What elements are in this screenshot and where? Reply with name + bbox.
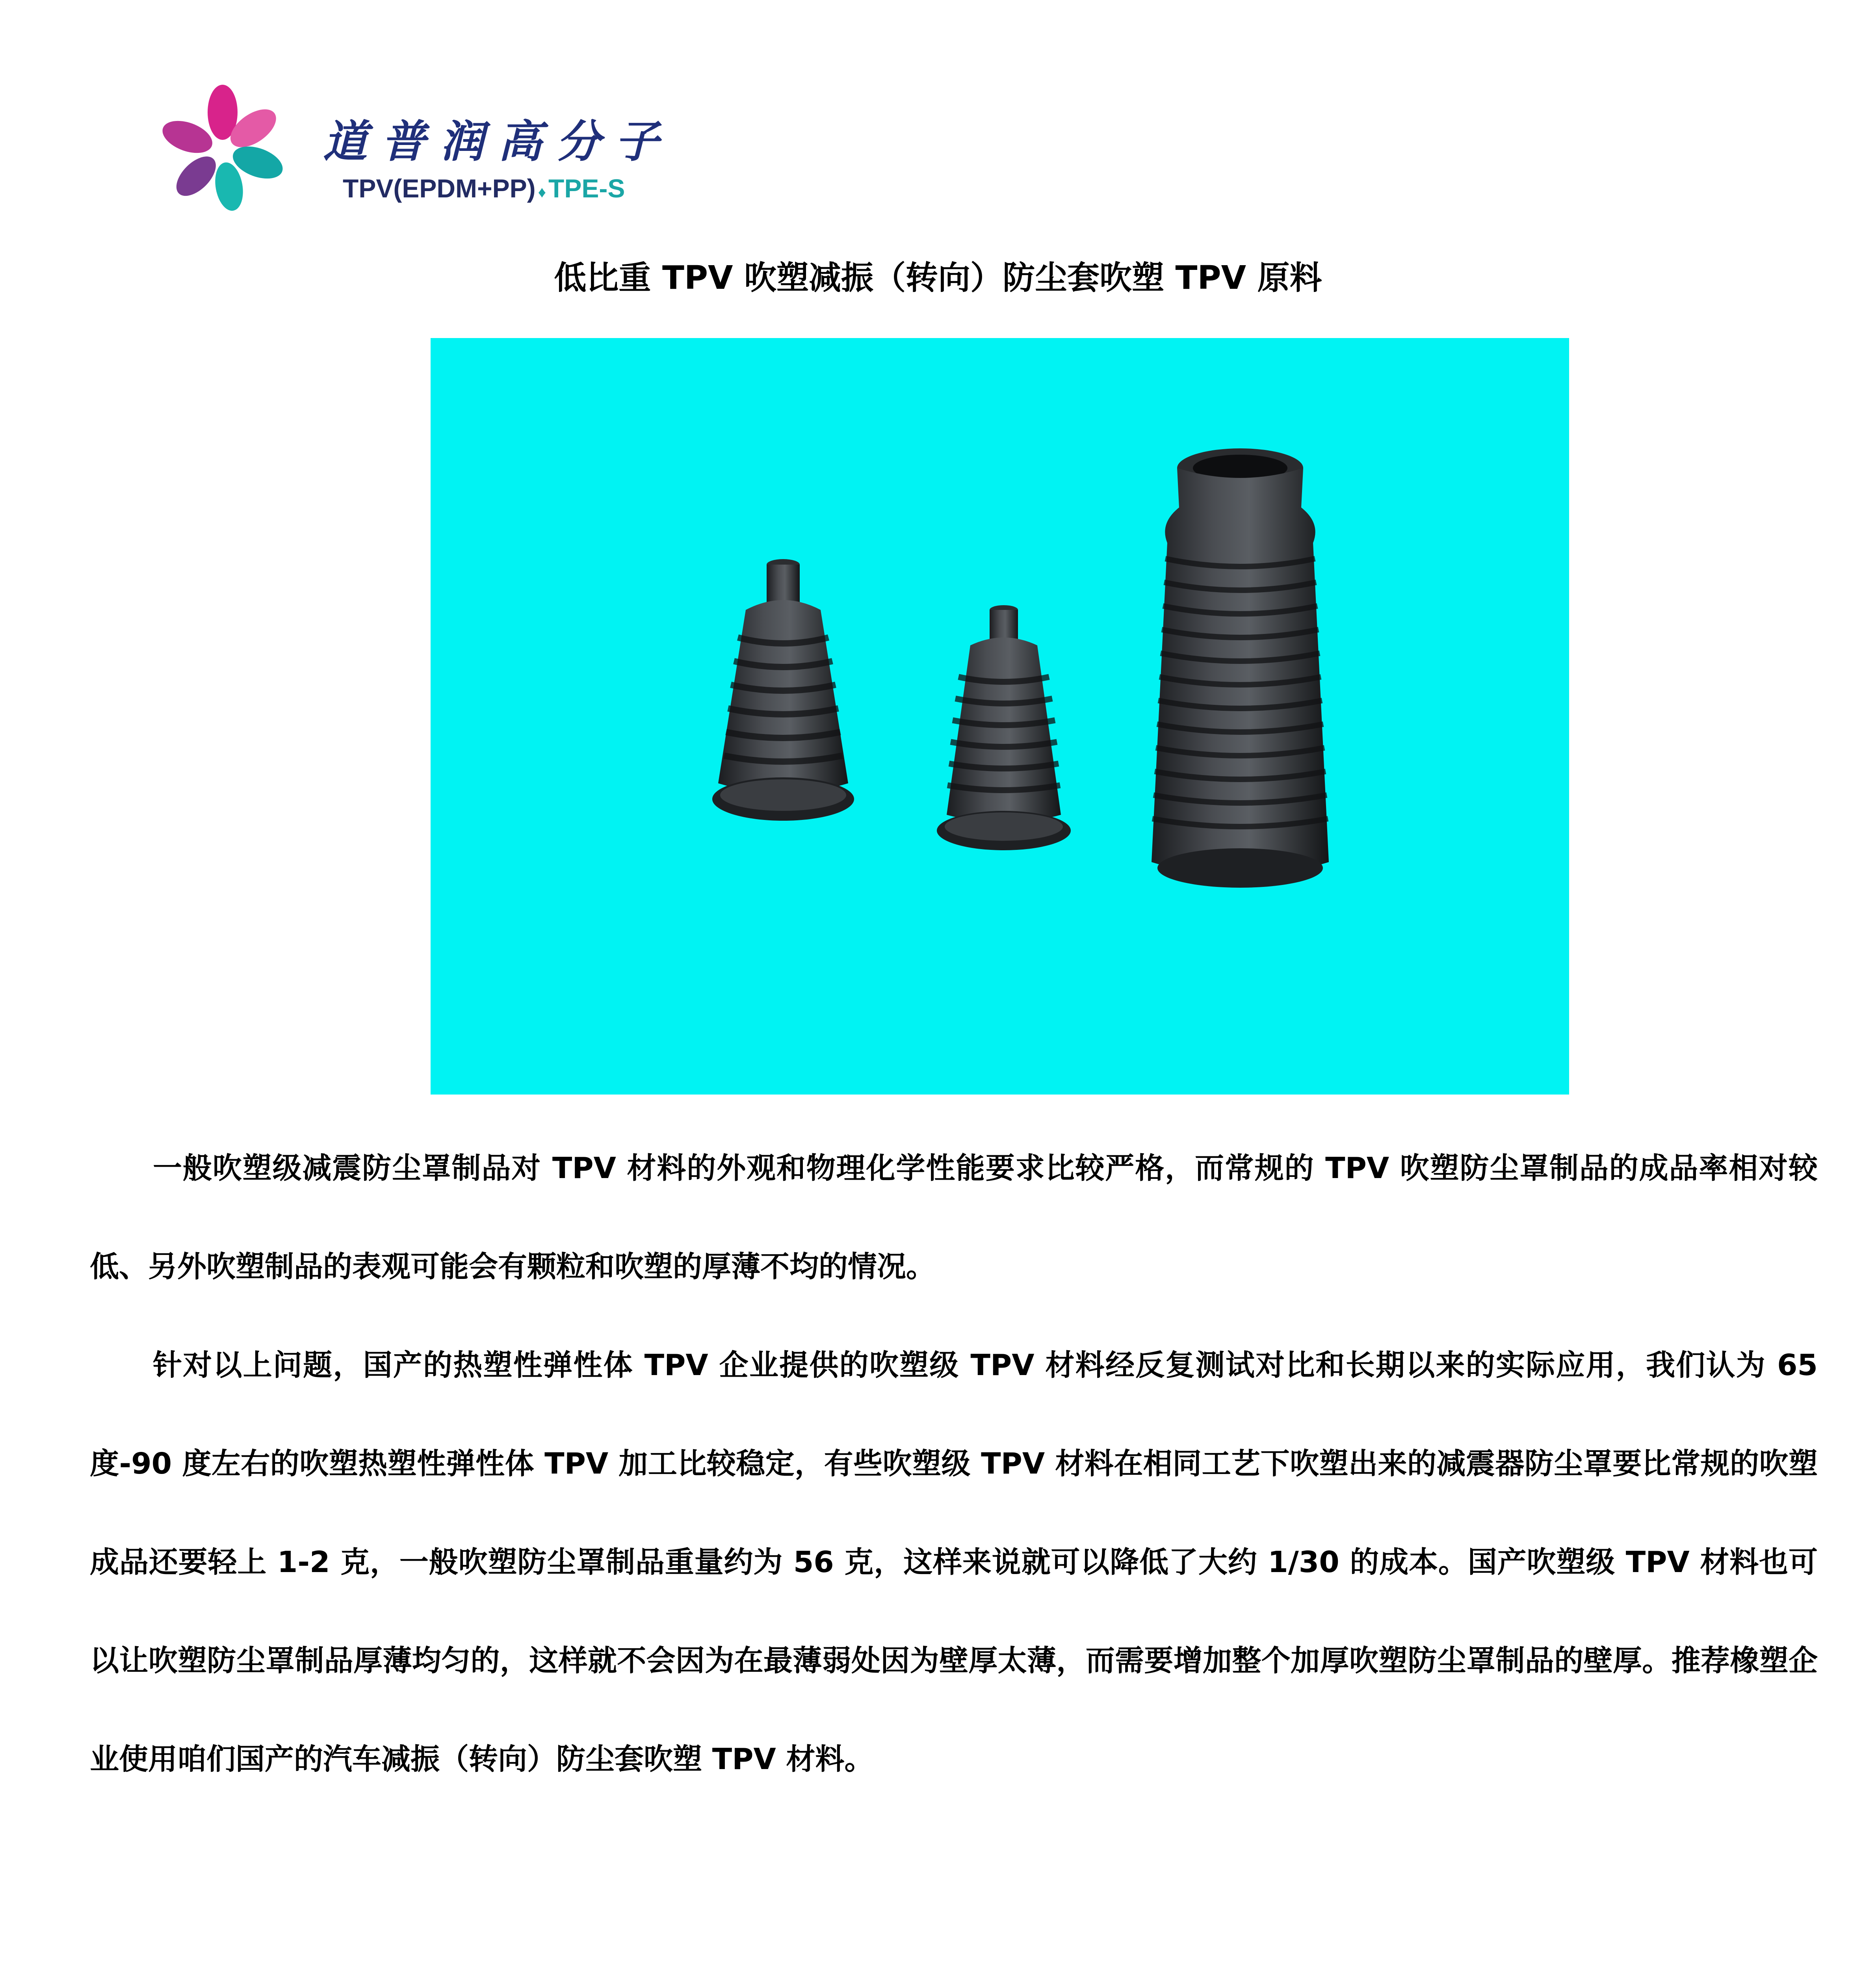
product-line-tpes: TPE-S [548,174,625,203]
company-logo [158,85,749,215]
dust-boot-small-left [712,559,854,821]
dust-boot-small-middle [937,605,1071,850]
company-name: 道普润高分子 [323,116,673,167]
product-line [343,173,625,203]
diamond-separator-icon: ♦ [538,184,546,201]
flower-logo-icon [158,85,288,215]
body-paragraph-2: 针对以上问题，国产的热塑性弹性体 TPV 企业提供的吹塑级 TPV 材料经反复测试对比和长期以来的实际应用，我们认为 65 度-90 度左右的吹塑热塑性弹性体 TPV 加工比较稳定，有些吹塑级 TPV 材料在相同工艺下吹塑出来的减震器防尘罩要比常规的吹塑成品还要轻上 1-2 克，一般吹塑防尘罩制品重量约为 56 克，这样来说就可以降低了大约 1/30 的成本。国产吹塑级 TPV 材料也可以让吹塑防尘罩制品厚薄均匀的，这样就不会因为在最薄弱处因为壁厚太薄，而需要增加整个加厚吹塑防尘罩制品的壁厚。推荐橡塑企业使用咱们国产的汽车减振（转向）防尘套吹塑 TPV 材料。 [90,1348,1818,1776]
product-line-tpv: TPV(EPDM+PP) [343,174,536,203]
body-paragraph-1: 一般吹塑级减震防尘罩制品对 TPV 材料的外观和物理化学性能要求比较严格，而常规的 TPV 吹塑防尘罩制品的成品率相对较低、另外吹塑制品的表观可能会有颗粒和吹塑的厚薄不均的情况。 [90,1151,1818,1284]
product-photo [431,338,1569,1095]
bellows-illustration [431,338,1569,1095]
document-title: 低比重 TPV 吹塑减振（转向）防尘套吹塑 TPV 原料 [554,259,1322,297]
dust-boot-large-right [1152,448,1329,888]
